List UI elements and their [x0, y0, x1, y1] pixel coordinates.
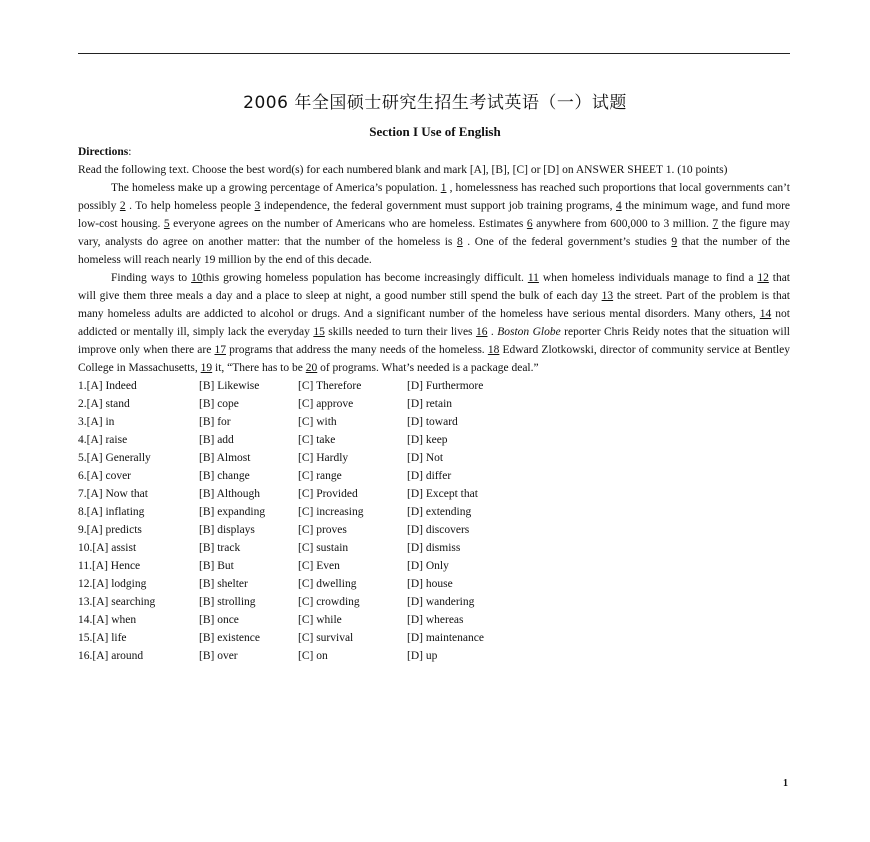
page-number: 1	[783, 778, 788, 789]
option-a: 4.[A] raise	[78, 434, 128, 446]
option-row	[78, 539, 790, 557]
blank-number: 19	[200, 362, 213, 374]
blank-number: 1	[440, 182, 447, 194]
option-c: [C] approve	[298, 398, 354, 410]
option-d: [D] differ	[407, 470, 452, 482]
option-d: [D] toward	[407, 416, 458, 428]
option-b: [B] over	[199, 650, 238, 662]
option-row	[78, 647, 790, 665]
passage-text: not addicted or mentally ill, simply lack the everyday	[78, 308, 790, 338]
option-row	[78, 557, 790, 575]
blank-number: 16	[475, 326, 488, 338]
option-b: [B] existence	[199, 632, 260, 644]
option-row	[78, 377, 790, 395]
option-a: 14.[A] when	[78, 614, 137, 626]
option-row	[78, 593, 790, 611]
directions-heading: Directions:	[78, 146, 132, 158]
option-b: [B] once	[199, 614, 239, 626]
passage-text: when homeless individuals manage to find a	[538, 272, 758, 284]
option-b: [B] expanding	[199, 506, 266, 518]
publication-name: Boston Globe	[497, 326, 561, 338]
passage-text: programs that address the many needs of the homeless.	[226, 344, 488, 356]
option-row	[78, 521, 790, 539]
blank-number: 9	[671, 236, 678, 248]
blank-number: 14	[759, 308, 772, 320]
passage-text: the street. Part of the problem is that many homeless adults are addicted to alcohol or drugs. And a significant number of the homeless have serious mental disorders. Many others,	[78, 290, 790, 320]
option-d: [D] dismiss	[407, 542, 461, 554]
option-row	[78, 575, 790, 593]
section-heading: Section I Use of English	[369, 124, 501, 139]
option-a: 6.[A] cover	[78, 470, 132, 482]
blank-number: 18	[487, 344, 500, 356]
blank-number: 8	[456, 236, 463, 248]
passage-text: the minimum wage, and fund more low-cost housing.	[78, 200, 790, 230]
blank-number: 5	[163, 218, 170, 230]
directions-text: Read the following text. Choose the best word(s) for each numbered blank and mark [A], [B], [C] or [D] on ANSWER SHEET 1. (10 points)	[78, 164, 728, 176]
option-c: [C] sustain	[298, 542, 349, 554]
option-c: [C] Therefore	[298, 380, 362, 392]
option-row	[78, 503, 790, 521]
option-row	[78, 413, 790, 431]
header-rule	[78, 53, 790, 54]
option-c: [C] dwelling	[298, 578, 357, 590]
option-a: 9.[A] predicts	[78, 524, 142, 536]
option-d: [D] house	[407, 578, 453, 590]
passage-text: the figure may vary, analysts do agree on another matter: that the number of the homeless is	[78, 218, 790, 248]
option-a: 10.[A] assist	[78, 542, 137, 554]
option-a: 1.[A] Indeed	[78, 380, 137, 392]
option-b: [B] track	[199, 542, 241, 554]
option-d: [D] retain	[407, 398, 453, 410]
passage-text: that will give them three meals a day and a place to sleep at night, a good number still spend the bulk of each day	[78, 272, 790, 302]
option-d: [D] maintenance	[407, 632, 484, 644]
option-c: [C] while	[298, 614, 342, 626]
option-row	[78, 395, 790, 413]
option-d: [D] Except that	[407, 488, 478, 500]
option-b: [B] But	[199, 560, 234, 572]
passage-text: reporter Chris Reidy notes that the situation will improve only when there are	[78, 326, 790, 356]
option-c: [C] proves	[298, 524, 347, 536]
option-d: [D] wandering	[407, 596, 475, 608]
option-d: [D] Not	[407, 452, 444, 464]
option-a: 3.[A] in	[78, 416, 115, 428]
passage-text: this growing homeless population has become increasingly difficult.	[202, 272, 528, 284]
passage-text: everyone agrees on the number of Americans who are homeless. Estimates	[169, 218, 527, 230]
option-b: [B] Almost	[199, 452, 251, 464]
passage-text: The homeless make up a growing percentage of America’s population.	[111, 182, 441, 194]
passage-text: it, “There has to be	[212, 362, 306, 374]
option-b: [B] for	[199, 416, 231, 428]
option-b: [B] Although	[199, 488, 261, 500]
option-row	[78, 431, 790, 449]
option-b: [B] displays	[199, 524, 255, 536]
option-d: [D] Only	[407, 560, 449, 572]
option-d: [D] Furthermore	[407, 380, 484, 392]
blank-number: 3	[254, 200, 261, 212]
option-a: 8.[A] inflating	[78, 506, 145, 518]
passage-text: of programs. What’s needed is a package deal.”	[317, 362, 539, 374]
option-a: 12.[A] lodging	[78, 578, 147, 590]
option-a: 15.[A] life	[78, 632, 127, 644]
option-b: [B] change	[199, 470, 250, 482]
option-row	[78, 449, 790, 467]
option-c: [C] Provided	[298, 488, 358, 500]
option-row	[78, 611, 790, 629]
option-a: 5.[A] Generally	[78, 452, 151, 464]
option-c: [C] range	[298, 470, 342, 482]
blank-number: 4	[615, 200, 622, 212]
option-a: 7.[A] Now that	[78, 488, 148, 500]
option-c: [C] Even	[298, 560, 340, 572]
option-c: [C] increasing	[298, 506, 364, 518]
passage-text: independence, the federal government must support job training programs,	[260, 200, 616, 212]
option-b: [B] cope	[199, 398, 239, 410]
option-d: [D] discovers	[407, 524, 470, 536]
option-c: [C] Hardly	[298, 452, 349, 464]
option-b: [B] shelter	[199, 578, 248, 590]
option-row	[78, 485, 790, 503]
option-d: [D] keep	[407, 434, 448, 446]
passage-paragraph-2	[78, 269, 790, 377]
option-a: 16.[A] around	[78, 650, 144, 662]
passage-text: skills needed to turn their lives	[324, 326, 476, 338]
passage-text: Finding ways to	[111, 272, 192, 284]
option-d: [D] up	[407, 650, 438, 662]
option-c: [C] survival	[298, 632, 354, 644]
page-title: 2006 年全国硕士研究生招生考试英语（一）试题	[243, 93, 627, 113]
passage-text: anywhere from 600,000 to 3 million.	[532, 218, 713, 230]
options-list	[78, 377, 790, 665]
option-d: [D] extending	[407, 506, 472, 518]
blank-number: 10	[191, 272, 203, 284]
option-c: [C] with	[298, 416, 337, 428]
directions-label: Directions	[78, 146, 129, 158]
blank-number: 7	[712, 218, 719, 230]
passage-text: , homelessness has reached such proportions that local governments can’t possibly	[78, 182, 790, 212]
option-d: [D] whereas	[407, 614, 464, 626]
option-a: 11.[A] Hence	[78, 560, 141, 572]
option-b: [B] Likewise	[199, 380, 260, 392]
option-c: [C] take	[298, 434, 336, 446]
blank-number: 2	[119, 200, 126, 212]
blank-number: 20	[305, 362, 318, 374]
blank-number: 12	[757, 272, 769, 284]
passage-text: . One of the federal government’s studies	[462, 236, 672, 248]
option-c: [C] on	[298, 650, 328, 662]
option-row	[78, 467, 790, 485]
blank-number: 6	[526, 218, 533, 230]
passage-text: .	[487, 326, 498, 338]
blank-number: 15	[313, 326, 325, 338]
blank-number: 13	[601, 290, 614, 302]
option-b: [B] strolling	[199, 596, 256, 608]
option-row	[78, 629, 790, 647]
blank-number: 17	[214, 344, 226, 356]
passage-paragraph-1	[78, 179, 790, 269]
option-c: [C] crowding	[298, 596, 360, 608]
option-a: 2.[A] stand	[78, 398, 130, 410]
passage-text: that the number of the homeless will reach nearly 19 million by the end of this decade.	[78, 236, 790, 266]
option-a: 13.[A] searching	[78, 596, 156, 608]
passage-text: Edward Zlotkowski, director of community service at Bentley College in Massachusetts,	[78, 344, 790, 374]
document-body	[78, 143, 790, 665]
blank-number: 11	[527, 272, 539, 284]
passage-text: . To help homeless people	[125, 200, 255, 212]
option-b: [B] add	[199, 434, 234, 446]
